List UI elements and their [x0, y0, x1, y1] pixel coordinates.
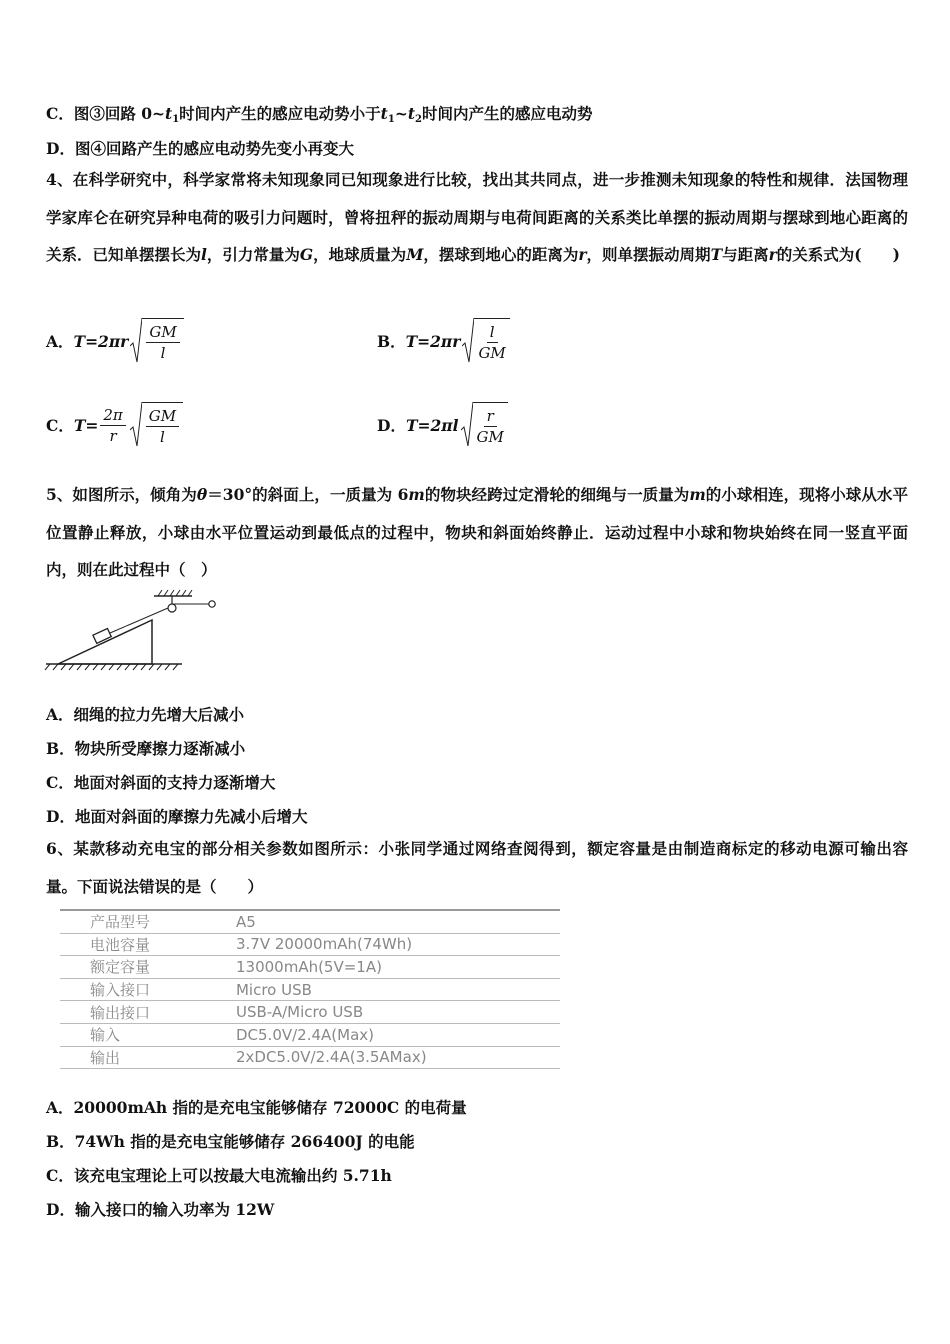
q6-option-a: A．20000mAh 指的是充电宝能够储存 72000C 的电荷量: [46, 1098, 467, 1117]
spec-key: 输入: [60, 1023, 204, 1046]
q4-option-c: C． T= $\frac{2\pi}{r}$ $\frac{GM}{l}$: [46, 402, 183, 448]
spec-value: 3.7V 20000mAh(74Wh): [204, 933, 560, 956]
table-row: [60, 933, 560, 956]
q5-option-b: B．物块所受摩擦力逐渐减小: [46, 739, 246, 758]
q4-option-b: B． T=2πr $\frac{l}{GM}$: [377, 318, 510, 364]
q6-option-b: B．74Wh 指的是充电宝能够储存 266400J 的电能: [46, 1132, 415, 1151]
spec-key: 输出: [60, 1046, 204, 1069]
spec-value: 13000mAh(5V=1A): [204, 956, 560, 979]
table-row: [60, 978, 560, 1001]
q4-stem: 4、在科学研究中，科学家常将未知现象同已知现象进行比较，找出其共同点，进一步推测未知现象的特性和规律．法国物理学家库仑在研究异种电荷的吸引力问题时，曾将扭秤的振动周期与电荷间距离的关系类比单摆的振动周期与摆球到地心距离的关系．已知单摆摆长为l，引力常量为G，地球质量为M，摆球到地心的距离为r，则单摆振动周期T与距离r的关系式为( ): [46, 170, 908, 264]
q3-option-d: D．图④回路产生的感应电动势先变小再变大: [46, 139, 354, 158]
spec-value: USB-A/Micro USB: [204, 1001, 560, 1024]
spec-key: 输入接口: [60, 978, 204, 1001]
spec-value: 2xDC5.0V/2.4A(3.5AMax): [204, 1046, 560, 1069]
spec-value: DC5.0V/2.4A(Max): [204, 1023, 560, 1046]
q5-option-c: C．地面对斜面的支持力逐渐增大: [46, 773, 276, 792]
q4-option-d: D． T=2πl $\frac{r}{GM}$: [377, 402, 508, 448]
spec-key: 电池容量: [60, 933, 204, 956]
sqrt-symbol: $\frac{GM}{l}$: [130, 318, 183, 364]
power-bank-spec-table: [60, 909, 560, 1069]
spec-key: 输出接口: [60, 1001, 204, 1024]
spec-value: A5: [204, 910, 560, 933]
q6-option-c: C．该充电宝理论上可以按最大电流输出约 5.71h: [46, 1166, 392, 1185]
sqrt-symbol: $\frac{l}{GM}$: [462, 318, 509, 364]
spec-key: 额定容量: [60, 956, 204, 979]
q3-option-c: C．图③回路 $0\sim t_1$时间内产生的感应电动势小于$t_1\sim t_2$时间内产生的感应电动势: [46, 104, 593, 125]
q5-option-d: D．地面对斜面的摩擦力先减小后增大: [46, 807, 308, 826]
table-row: [60, 956, 560, 979]
spec-key: 产品型号: [60, 910, 204, 933]
sqrt-symbol: $\frac{GM}{l}$: [130, 402, 183, 448]
q5-stem: 5、如图所示，倾角为θ＝30°的斜面上，一质量为 6m的物块经跨过定滑轮的细绳与一质量为m的小球相连，现将小球从水平位置静止释放，小球由水平位置运动到最低点的过程中，物块和斜面始终静止．运动过程中小球和物块始终在同一竖直平面内，则在此过程中（ ）: [46, 485, 908, 579]
table-row: [60, 1046, 560, 1069]
q6-stem: 6、某款移动充电宝的部分相关参数如图所示：小张同学通过网络查阅得到，额定容量是由制造商标定的移动电源可输出容量。下面说法错误的是（ ）: [46, 839, 908, 896]
sqrt-symbol: $\frac{r}{GM}$: [461, 402, 508, 448]
table-row: [60, 910, 560, 933]
q6-option-d: D．输入接口的输入功率为 12W: [46, 1200, 275, 1219]
table-row: [60, 1001, 560, 1024]
spec-value: Micro USB: [204, 978, 560, 1001]
q5-option-a: A．细绳的拉力先增大后减小: [46, 705, 245, 724]
q4-option-a: A． T=2πr $\frac{GM}{l}$: [46, 318, 184, 364]
table-row: [60, 1023, 560, 1046]
incline-pulley-diagram: [44, 588, 224, 676]
